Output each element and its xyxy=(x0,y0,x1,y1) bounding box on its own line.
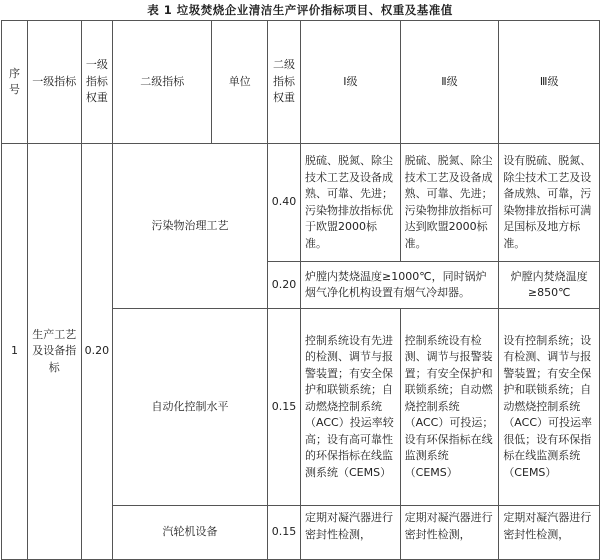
row-weight: 0.20 xyxy=(268,262,301,309)
indicator-table xyxy=(1,20,600,560)
group-weight: 0.20 xyxy=(81,144,113,560)
table-row xyxy=(2,144,600,262)
grade3-cell: 设有脱硫、脱氮、除尘技术工艺及设备成熟、可靠，污染物排放指标可满足国标及地方标准。 xyxy=(499,144,600,262)
grade1-cell: 控制系统设有先进的检测、调节与报警装置；有安全保护和联锁系统；自动燃烧控制系统（ACC）投运率较高；设有高可靠性的环保指标在线监测系统（CEMS） xyxy=(301,309,401,506)
row-weight: 0.15 xyxy=(268,309,301,506)
indicator-automation-level: 自动化控制水平 xyxy=(113,309,268,506)
grade1-cell: 定期对凝汽器进行密封性检测， xyxy=(301,506,401,560)
header-grade1: Ⅰ级 xyxy=(301,21,401,144)
header-level1-weight: 一级指标权重 xyxy=(81,21,113,144)
grade2-cell: 脱硫、脱氮、除尘技术工艺及设备成熟、可靠、先进；污染物排放指标可达到欧盟2000标准。 xyxy=(400,144,499,262)
table-title: 表 1 垃圾焚烧企业清洁生产评价指标项目、权重及基准值 xyxy=(147,3,453,17)
header-level1: 一级指标 xyxy=(27,21,81,144)
grade2-cell: 定期对凝汽器进行密封性检测， xyxy=(400,506,499,560)
header-row xyxy=(2,21,600,144)
group-no: 1 xyxy=(2,144,28,560)
grade2-cell: 控制系统设有检测、调节与报警装置；有安全保护和联锁系统；自动燃烧控制系统（ACC）可投运；设有环保指标在线监测系统（CEMS） xyxy=(400,309,499,506)
grade3-cell: 定期对凝汽器进行密封性检测， xyxy=(499,506,600,560)
header-no: 序号 xyxy=(2,21,28,144)
grade3-cell: 炉膛内焚烧温度≥850℃ xyxy=(499,262,600,309)
header-level2-weight: 二级指标权重 xyxy=(268,21,301,144)
row-weight: 0.40 xyxy=(268,144,301,262)
header-grade3: Ⅲ级 xyxy=(499,21,600,144)
header-grade2: Ⅱ级 xyxy=(400,21,499,144)
group-name: 生产工艺及设备指标 xyxy=(27,144,81,560)
indicator-turbine-equipment: 汽轮机设备 xyxy=(113,506,268,560)
header-level2: 二级指标 xyxy=(113,21,212,144)
header-unit: 单位 xyxy=(212,21,268,144)
row-weight: 0.15 xyxy=(268,506,301,560)
indicator-pollution-treatment: 污染物治理工艺 xyxy=(113,144,268,309)
grade3-cell: 设有控制系统；设有检测、调节与报警装置；有安全保护和联锁系统；自动燃烧控制系统（ACC）可投运率很低；设有环保指标在线监测系统（CEMS） xyxy=(499,309,600,506)
grade12-cell: 炉膛内焚烧温度≥1000℃，同时锅炉烟气净化机构设置有烟气冷却器。 xyxy=(301,262,499,309)
grade1-cell: 脱硫、脱氮、除尘技术工艺及设备成熟、可靠、先进；污染物排放指标优于欧盟2000标准。 xyxy=(301,144,401,262)
